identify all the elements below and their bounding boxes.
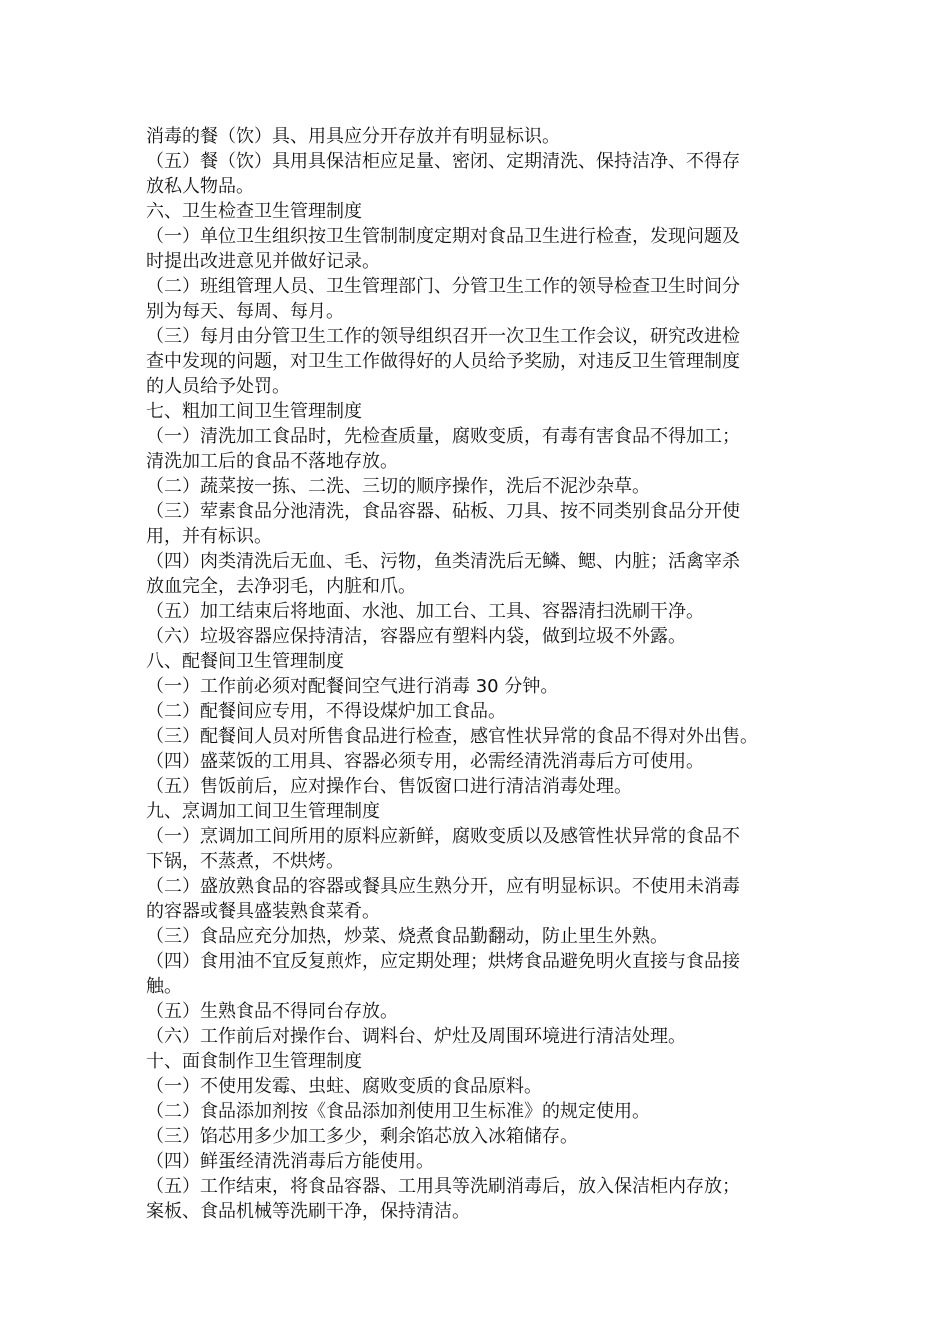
document-body — [146, 124, 818, 1224]
text-line: （三）配餐间人员对所售食品进行检查，感官性状异常的食品不得对外出售。 — [146, 726, 758, 747]
text-line: 下锅，不蒸煮，不烘烤。 — [146, 851, 344, 872]
text-line: （一）清洗加工食品时，先检查质量，腐败变质，有毒有害食品不得加工； — [146, 426, 740, 447]
text-line: （四）肉类清洗后无血、毛、污物，鱼类清洗后无鳞、鳃、内脏；活禽宰杀 — [146, 551, 740, 572]
text-line: 放私人物品。 — [146, 176, 254, 197]
text-line: （三）每月由分管卫生工作的领导组织召开一次卫生工作会议，研究改进检 — [146, 326, 740, 347]
text-line: 的人员给予处罚。 — [146, 376, 290, 397]
text-line: （一）不使用发霉、虫蛀、腐败变质的食品原料。 — [146, 1076, 542, 1097]
section-heading: 七、粗加工间卫生管理制度 — [146, 401, 362, 422]
text-line: 查中发现的问题，对卫生工作做得好的人员给予奖励，对违反卫生管理制度 — [146, 351, 740, 372]
text-line: （三）馅芯用多少加工多少，剩余馅芯放入冰箱储存。 — [146, 1126, 578, 1147]
section-heading: 六、卫生检查卫生管理制度 — [146, 201, 362, 222]
text-line: 放血完全，去净羽毛，内脏和爪。 — [146, 576, 416, 597]
text-line: （二）盛放熟食品的容器或餐具应生熟分开，应有明显标识。不使用未消毒 — [146, 876, 740, 897]
text-line: （五）售饭前后，应对操作台、售饭窗口进行清洁消毒处理。 — [146, 776, 632, 797]
text-line: （五）餐（饮）具用具保洁柜应足量、密闭、定期清洗、保持洁净、不得存 — [146, 151, 740, 172]
text-line: （三）荤素食品分池清洗，食品容器、砧板、刀具、按不同类别食品分开使 — [146, 501, 740, 522]
text-line: （五）加工结束后将地面、水池、加工台、工具、容器清扫洗刷干净。 — [146, 601, 704, 622]
text-line: （一）烹调加工间所用的原料应新鲜，腐败变质以及感管性状异常的食品不 — [146, 826, 740, 847]
text-line: 案板、食品机械等洗刷干净，保持清洁。 — [146, 1201, 470, 1222]
text-line: （四）食用油不宜反复煎炸，应定期处理；烘烤食品避免明火直接与食品接 — [146, 951, 740, 972]
text-line: 时提出改进意见并做好记录。 — [146, 251, 380, 272]
text-line: 用，并有标识。 — [146, 526, 272, 547]
text-line: （四）盛菜饭的工用具、容器必须专用，必需经清洗消毒后方可使用。 — [146, 751, 704, 772]
text-line: （三）食品应充分加热，炒菜、烧煮食品勤翻动，防止里生外熟。 — [146, 926, 668, 947]
text-line: 的容器或餐具盛装熟食菜肴。 — [146, 901, 380, 922]
section-heading: 十、面食制作卫生管理制度 — [146, 1051, 362, 1072]
text-line: （二）蔬菜按一拣、二洗、三切的顺序操作，洗后不泥沙杂草。 — [146, 476, 650, 497]
text-line: （四）鲜蛋经清洗消毒后方能使用。 — [146, 1151, 434, 1172]
text-line: （二）班组管理人员、卫生管理部门、分管卫生工作的领导检查卫生时间分 — [146, 276, 740, 297]
text-line: （六）垃圾容器应保持清洁，容器应有塑料内袋，做到垃圾不外露。 — [146, 626, 686, 647]
text-line: 消毒的餐（饮）具、用具应分开存放并有明显标识。 — [146, 126, 560, 147]
text-line: （一）单位卫生组织按卫生管制制度定期对食品卫生进行检查，发现问题及 — [146, 226, 740, 247]
text-line: （一）工作前必须对配餐间空气进行消毒 30 分钟。 — [146, 676, 559, 697]
section-heading: 八、配餐间卫生管理制度 — [146, 651, 344, 672]
text-line: （二）配餐间应专用，不得设煤炉加工食品。 — [146, 701, 506, 722]
section-heading: 九、烹调加工间卫生管理制度 — [146, 801, 380, 822]
text-line: （五）生熟食品不得同台存放。 — [146, 1001, 398, 1022]
text-line: （六）工作前后对操作台、调料台、炉灶及周围环境进行清洁处理。 — [146, 1026, 686, 1047]
text-line: 触。 — [146, 976, 182, 997]
text-line: （五）工作结束，将食品容器、工用具等洗刷消毒后，放入保洁柜内存放； — [146, 1176, 740, 1197]
text-line: （二）食品添加剂按《食品添加剂使用卫生标准》的规定使用。 — [146, 1101, 650, 1122]
text-line: 别为每天、每周、每月。 — [146, 301, 344, 322]
text-line: 清洗加工后的食品不落地存放。 — [146, 451, 398, 472]
